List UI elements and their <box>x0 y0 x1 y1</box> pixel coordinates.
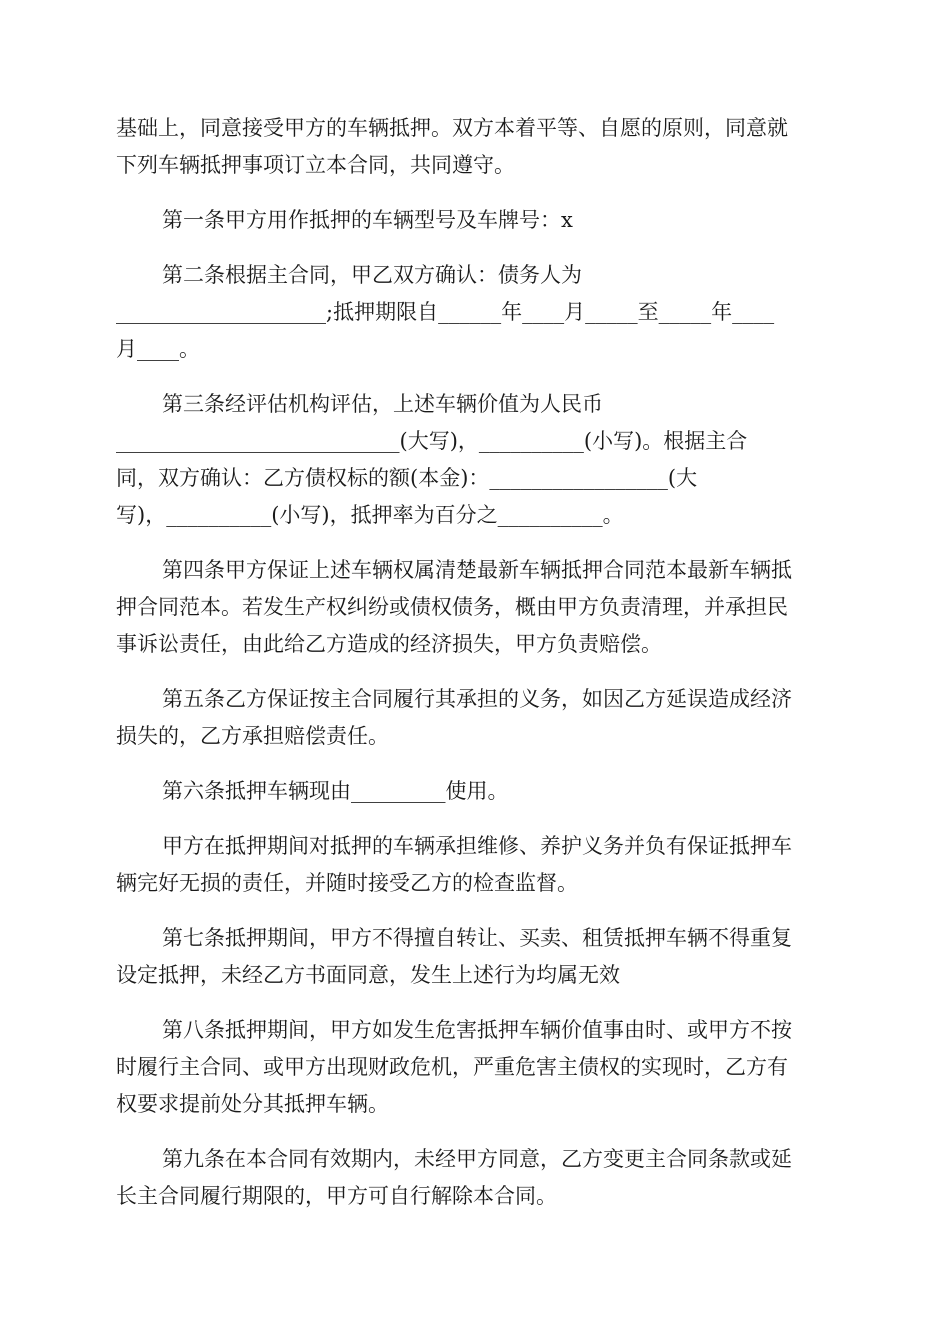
text-line: 第五条乙方保证按主合同履行其承担的义务，如因乙方延误造成经济 <box>162 687 792 711</box>
clause-4 <box>116 552 836 663</box>
clause-3 <box>116 386 836 534</box>
text-line: 第六条抵押车辆现由_________使用。 <box>162 779 509 803</box>
clause-6-maintenance <box>116 828 836 902</box>
text-line: 甲方在抵押期间对抵押的车辆承担维修、养护义务并负有保证抵押车 <box>162 834 792 858</box>
clause-6 <box>116 773 836 810</box>
text-line: 押合同范本。若发生产权纠纷或债权债务，概由甲方负责清理，并承担民 <box>116 595 788 619</box>
clause-5 <box>116 681 836 755</box>
text-line: 辆完好无损的责任，并随时接受乙方的检查监督。 <box>116 871 578 895</box>
text-line: 长主合同履行期限的，甲方可自行解除本合同。 <box>116 1184 557 1208</box>
contract-body <box>116 110 836 1233</box>
text-line: 第四条甲方保证上述车辆权属清楚最新车辆抵押合同范本最新车辆抵 <box>162 558 792 582</box>
text-line: 月____。 <box>116 337 200 361</box>
text-line: 时履行主合同、或甲方出现财政危机，严重危害主债权的实现时，乙方有 <box>116 1055 788 1079</box>
text-line: 事诉讼责任，由此给乙方造成的经济损失，甲方负责赔偿。 <box>116 632 662 656</box>
text-line: 设定抵押，未经乙方书面同意，发生上述行为均属无效 <box>116 963 620 987</box>
text-line: 第一条甲方用作抵押的车辆型号及车牌号：x <box>162 208 573 232</box>
text-line: 第七条抵押期间，甲方不得擅自转让、买卖、租赁抵押车辆不得重复 <box>162 926 792 950</box>
paragraph-intro-continuation <box>116 110 836 184</box>
text-line: 第三条经评估机构评估，上述车辆价值为人民币 <box>162 392 603 416</box>
text-line: 写)，__________(小写)，抵押率为百分之__________。 <box>116 503 624 527</box>
clause-1 <box>116 202 836 239</box>
text-line: 第九条在本合同有效期内，未经甲方同意，乙方变更主合同条款或延 <box>162 1147 792 1171</box>
text-line: ____________________;抵押期限自______年____月_____至_____年____ <box>116 300 775 324</box>
text-line: 第二条根据主合同，甲乙双方确认：债务人为 <box>162 263 582 287</box>
text-line: 权要求提前处分其抵押车辆。 <box>116 1092 389 1116</box>
clause-8 <box>116 1012 836 1123</box>
text-line: 第八条抵押期间，甲方如发生危害抵押车辆价值事由时、或甲方不按 <box>162 1018 792 1042</box>
text-line: 下列车辆抵押事项订立本合同，共同遵守。 <box>116 153 515 177</box>
clause-9 <box>116 1141 836 1215</box>
text-line: ___________________________(大写)，__________(小写)。根据主合 <box>116 429 748 453</box>
clause-2 <box>116 257 836 368</box>
text-line: 同，双方确认：乙方债权标的额(本金)：_________________(大 <box>116 466 698 490</box>
text-line: 损失的，乙方承担赔偿责任。 <box>116 724 389 748</box>
text-line: 基础上，同意接受甲方的车辆抵押。双方本着平等、自愿的原则，同意就 <box>116 116 788 140</box>
clause-7 <box>116 920 836 994</box>
